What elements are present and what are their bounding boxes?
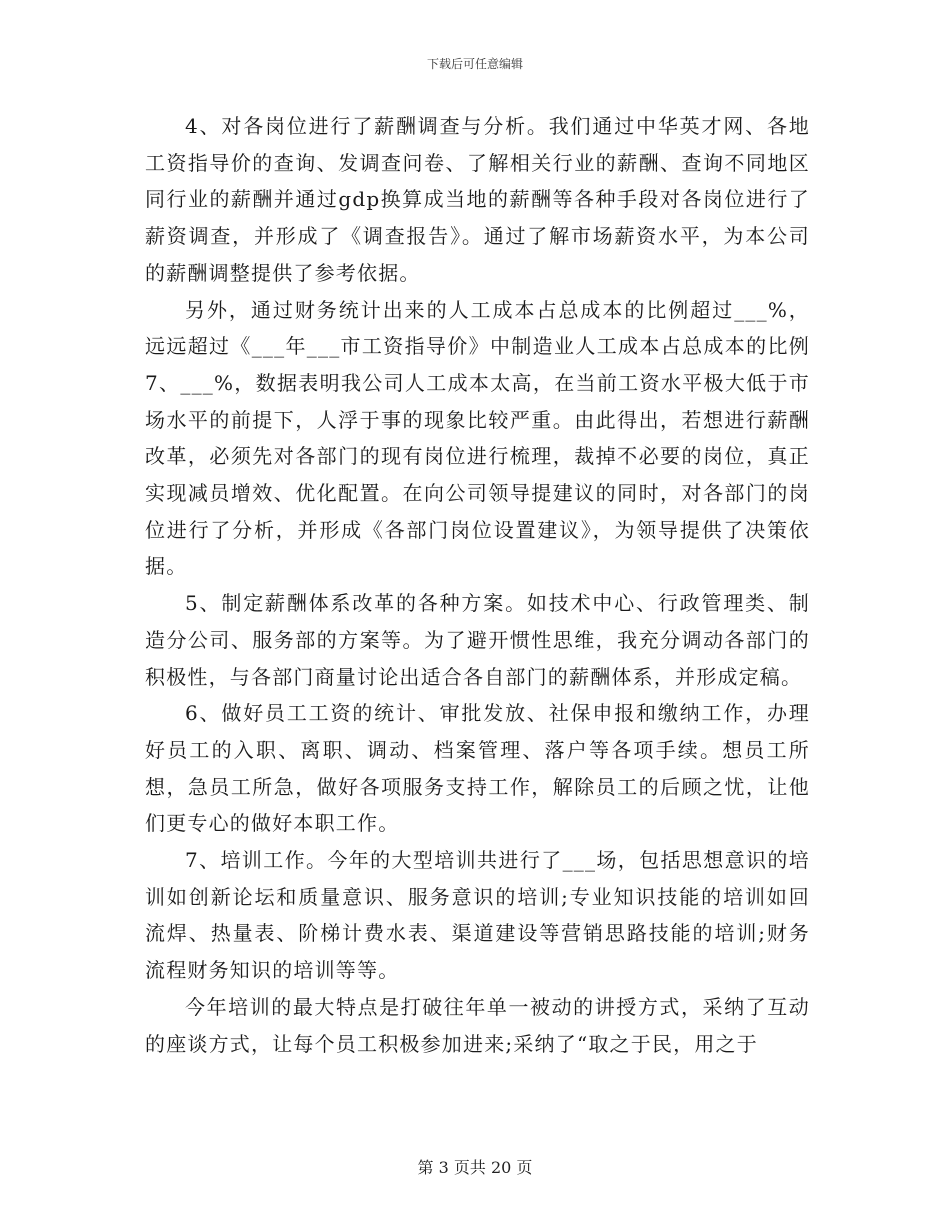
paragraph-labor-cost: 另外，通过财务统计出来的人工成本占总成本的比例超过___%，远远超过《___年___市工资指导价》中制造业人工成本占总成本的比例7、___%，数据表明我公司人工成本太高，在当前工资水平极大低于市场水平的前提下，人浮于事的现象比较严重。由此得出，若想进行薪酬改革，必须先对各部门的现有岗位进行梳理，裁掉不必要的岗位，真正实现减员增效、优化配置。在向公司领导提建议的同时，对各部门的岗位进行了分析，并形成《各部门岗位设置建议》，为领导提供了决策依据。 [145,297,810,579]
paragraph-item-6: 6、做好员工工资的统计、审批发放、社保申报和缴纳工作，办理好员工的入职、离职、调动、档案管理、落户等各项手续。想员工所想，急员工所急，做好各项服务支持工作，解除员工的后顾之忧，让他们更专心的做好本职工作。 [145,701,810,836]
page-footer: 第 3 页共 20 页 [417,1158,533,1177]
paragraph-item-5: 5、制定薪酬体系改革的各种方案。如技术中心、行政管理类、制造分公司、服务部的方案等。为了避开惯性思维，我充分调动各部门的积极性，与各部门商量讨论出适合各自部门的薪酬体系，并形成定稿。 [145,591,810,689]
header-note: 下载后可任意编辑 [426,57,523,71]
paragraph-item-7: 7、培训工作。今年的大型培训共进行了___场，包括思想意识的培训如创新论坛和质量意识、服务意识的培训;专业知识技能的培训如回流焊、热量表、阶梯计费水表、渠道建设等营销思路技能的培训;财务流程财务知识的培训等等。 [145,848,810,983]
document-body [145,108,810,1062]
paragraph-training-feature: 今年培训的最大特点是打破往年单一被动的讲授方式，采纳了互动的座谈方式，让每个员工积极参加进来;采纳了“取之于民，用之于 [145,994,810,1056]
paragraph-item-4: 4、对各岗位进行了薪酬调查与分析。我们通过中华英才网、各地工资指导价的查询、发调查问卷、了解相关行业的薪酬、查询不同地区同行业的薪酬并通过gdp换算成当地的薪酬等各种手段对各岗位进行了薪资调查，并形成了《调查报告》。通过了解市场薪资水平，为本公司的薪酬调整提供了参考依据。 [145,114,810,285]
